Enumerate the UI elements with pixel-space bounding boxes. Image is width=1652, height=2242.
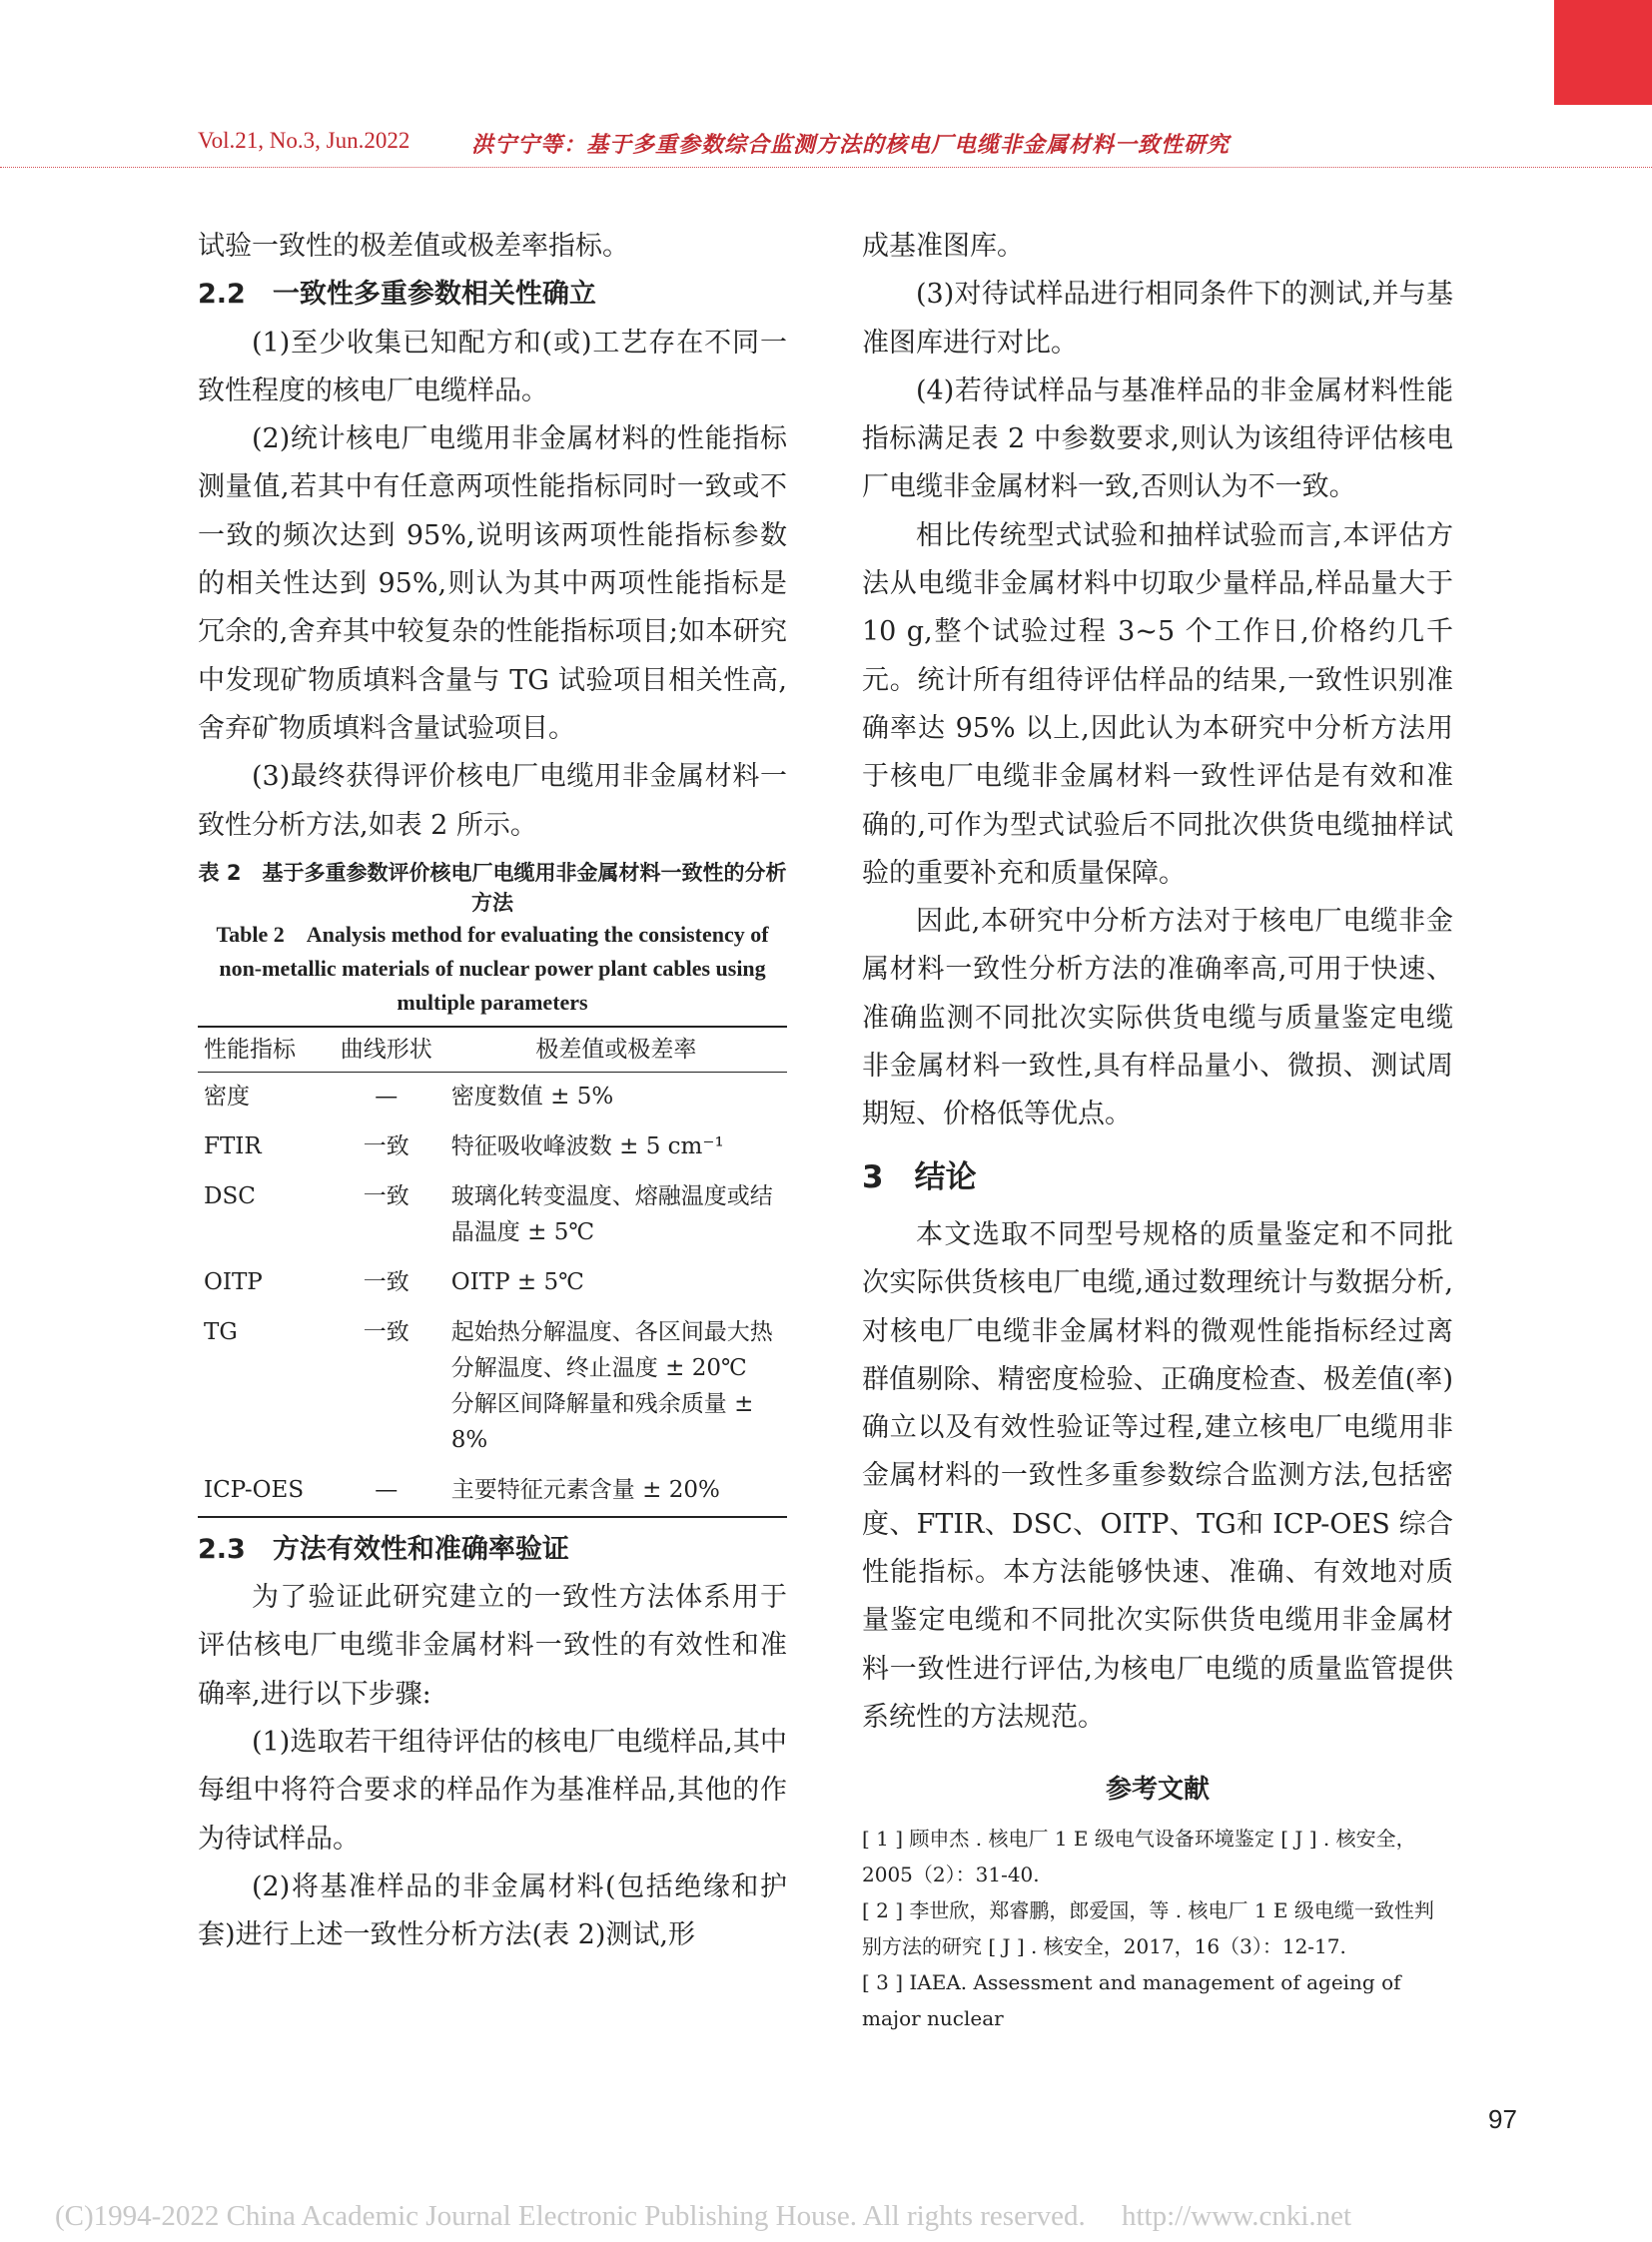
left-column bbox=[198, 223, 787, 1960]
table-header-cell: 曲线形状 bbox=[340, 1036, 432, 1063]
table-row bbox=[198, 1466, 787, 1517]
table-cell: 一致 bbox=[363, 1132, 410, 1159]
paragraph: 为了验证此研究建立的一致性方法体系用于评估核电厂电缆非金属材料一致性的有效性和准确率,进行以下步骤: bbox=[198, 1582, 787, 1710]
table-cell: 密度数值 ± 5% bbox=[450, 1083, 614, 1110]
table-row bbox=[198, 1172, 787, 1258]
paragraph: (3)最终获得评价核电厂电缆用非金属材料一致性分析方法,如表 2 所示。 bbox=[198, 761, 787, 841]
paragraph: (2)统计核电厂电缆用非金属材料的性能指标测量值,若其中有任意两项性能指标同时一致或不一致的频次达到 95%,说明该两项性能指标参数的相关性达到 95%,则认为其中两项性能指标是冗余的,舍弃其中较复杂的性能指标项目;如本研究中发现矿物质填料含量与 TG 试验项目相关性高,舍弃矿物质填料含量试验项目。 bbox=[198, 423, 787, 744]
table-row bbox=[198, 1308, 787, 1466]
table-cell: — bbox=[375, 1083, 399, 1110]
table-cell: DSC bbox=[204, 1182, 256, 1209]
running-title: 洪宁宁等：基于多重参数综合监测方法的核电厂电缆非金属材料一致性研究 bbox=[471, 132, 1231, 158]
table-header-cell: 性能指标 bbox=[204, 1036, 296, 1063]
table-cell: TG bbox=[204, 1318, 238, 1345]
paragraph: 试验一致性的极差值或极差率指标。 bbox=[198, 231, 629, 262]
table-row bbox=[198, 1258, 787, 1308]
reference-item: [ 3 ] IAEA. Assessment and management of ageing of major nuclear bbox=[862, 1969, 1401, 2030]
header-divider bbox=[0, 167, 1652, 168]
section-heading-2-3: 2.3 方法有效性和准确率验证 bbox=[198, 1533, 569, 1565]
table-caption-english: Table 2 Analysis method for evaluating the consistency of non-metallic materials of nuclear power plant cables using multiple parameters bbox=[216, 921, 769, 1015]
paragraph: 成基准图库。 bbox=[862, 231, 1024, 262]
table-cell: FTIR bbox=[204, 1132, 262, 1159]
journal-volume-info: Vol.21, No.3, Jun.2022 bbox=[198, 128, 411, 153]
table-cell: 一致 bbox=[363, 1268, 410, 1295]
table-cell-line: 起始热分解温度、各区间最大热分解温度、终止温度 ± 20℃ bbox=[450, 1318, 773, 1381]
table-caption-chinese: 表 2 基于多重参数评价核电厂电缆用非金属材料一致性的分析方法 bbox=[198, 860, 787, 915]
table-cell: OITP ± 5℃ bbox=[450, 1268, 584, 1295]
reference-item: [ 1 ] 顾申杰 . 核电厂 1 E 级电气设备环境鉴定 [ J ] . 核安全，2005（2）：31-40. bbox=[862, 1826, 1416, 1886]
copyright-footer: (C)1994-2022 China Academic Journal Electronic Publishing House. All rights reserved. http://www.cnki.net bbox=[55, 2200, 1352, 2232]
paragraph: (1)至少收集已知配方和(或)工艺存在不同一致性程度的核电厂电缆样品。 bbox=[198, 327, 787, 406]
paragraph: 本文选取不同型号规格的质量鉴定和不同批次实际供货核电厂电缆,通过数理统计与数据分析,对核电厂电缆非金属材料的微观性能指标经过离群值剔除、精密度检验、正确度检查、极差值(率)确立以及有效性验证等过程,建立核电厂电缆用非金属材料的一致性多重参数综合监测方法,包括密度、FTIR、DSC、OITP、TG和 ICP-OES 综合性能指标。本方法能够快速、准确、有效地对质量鉴定电缆和不同批次实际供货电缆用非金属材料一致性进行评估,为核电厂电缆的质量监管提供系统性的方法规范。 bbox=[862, 1218, 1453, 1733]
table-cell-line: 分解区间降解量和残余质量 ± 8% bbox=[450, 1390, 754, 1453]
reference-item: [ 2 ] 李世欣，郑睿鹏，郎爱国，等 . 核电厂 1 E 级电缆一致性判别方法的研究 [ J ] . 核安全，2017，16（3）：12-17. bbox=[862, 1897, 1434, 1958]
table-cell: 密度 bbox=[204, 1083, 250, 1110]
table-cell: — bbox=[375, 1476, 399, 1503]
corner-color-tab bbox=[1554, 0, 1652, 105]
page-number: 97 bbox=[1488, 2104, 1517, 2134]
table-cell: 玻璃化转变温度、熔融温度或结晶温度 ± 5℃ bbox=[450, 1182, 773, 1245]
table-cell: 特征吸收峰波数 ± 5 cm⁻¹ bbox=[450, 1132, 724, 1159]
table-cell: 主要特征元素含量 ± 20% bbox=[450, 1476, 720, 1503]
paragraph: (4)若待试样品与基准样品的非金属材料性能指标满足表 2 中参数要求,则认为该组待评估核电厂电缆非金属材料一致,否则认为不一致。 bbox=[862, 374, 1453, 503]
table-cell: ICP-OES bbox=[204, 1476, 305, 1503]
section-heading-3-conclusion: 3 结论 bbox=[862, 1158, 977, 1195]
table-row bbox=[198, 1072, 787, 1122]
analysis-method-table bbox=[198, 1026, 787, 1518]
table-cell bbox=[445, 1308, 787, 1466]
table-cell: OITP bbox=[204, 1268, 263, 1295]
table-cell: 一致 bbox=[363, 1318, 410, 1345]
section-heading-2-2: 2.2 一致性多重参数相关性确立 bbox=[198, 279, 596, 311]
right-column bbox=[862, 223, 1453, 2036]
paragraph: (2)将基准样品的非金属材料(包括绝缘和护套)进行上述一致性分析方法(表 2)测试,形 bbox=[198, 1870, 787, 1951]
table-header-row bbox=[198, 1027, 787, 1073]
table-cell: 一致 bbox=[363, 1182, 410, 1209]
table-row bbox=[198, 1122, 787, 1172]
paragraph: (1)选取若干组待评估的核电厂电缆样品,其中每组中将符合要求的样品作为基准样品,其他的作为待试样品。 bbox=[198, 1727, 787, 1855]
references-heading: 参考文献 bbox=[1105, 1775, 1210, 1806]
paragraph: 相比传统型式试验和抽样试验而言,本评估方法从电缆非金属材料中切取少量样品,样品量大于 10 g,整个试验过程 3~5 个工作日,价格约几千元。统计所有组待评估样品的结果,一致性识别准确率达 95% 以上,因此认为本研究中分析方法用于核电厂电缆非金属材料一致性评估是有效和准确的,可作为型式试验后不同批次供货电缆抽样试验的重要补充和质量保障。 bbox=[862, 519, 1453, 889]
paragraph: 因此,本研究中分析方法对于核电厂电缆非金属材料一致性分析方法的准确率高,可用于快速、准确监测不同批次实际供货电缆与质量鉴定电缆非金属材料一致性,具有样品量小、微损、测试周期短、价格低等优点。 bbox=[862, 906, 1453, 1130]
paragraph: (3)对待试样品进行相同条件下的测试,并与基准图库进行对比。 bbox=[862, 279, 1453, 359]
table-header-cell: 极差值或极差率 bbox=[535, 1036, 697, 1063]
